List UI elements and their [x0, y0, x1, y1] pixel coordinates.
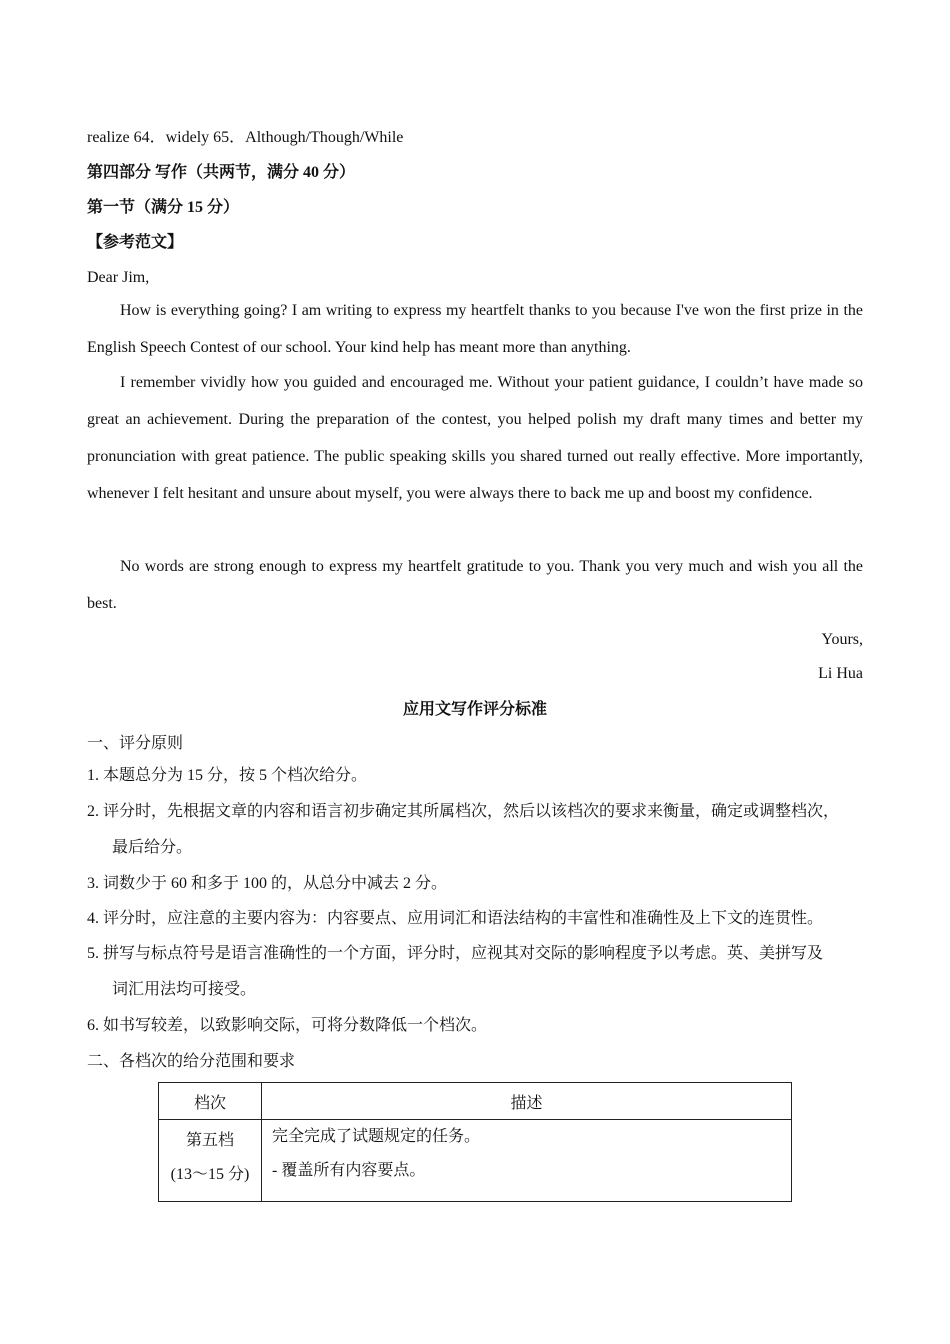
principle-text: 4. 评分时，应注意的主要内容为：内容要点、应用词汇和语法结构的丰富性和准确性及上下文的连贯性。: [87, 910, 824, 927]
letter-paragraph-2: I remember vividly how you guided and encouraged me. Without your patient guidance, I couldn’t have made so great an achievement. During the preparation of the contest, you helped polish my draft many times and better my pronunciation with great patience. The public speaking skills you shared turned out really effective. More importantly, whenever I felt hesitant and unsure about myself, you were always there to back me up and boost my confidence.: [87, 374, 863, 502]
table-header-level: 档次: [159, 1083, 262, 1120]
level-range: (13～15 分): [170, 1166, 250, 1183]
principle-item: [87, 936, 877, 1008]
principles-heading: 一、评分原则: [87, 735, 184, 752]
model-essay-label: 【参考范文】: [87, 234, 184, 251]
principle-text: 1. 本题总分为 15 分，按 5 个档次给分。: [87, 767, 368, 784]
principle-item: [87, 866, 877, 902]
principle-text: 3. 词数少于 60 和多于 100 的，从总分中减去 2 分。: [87, 875, 448, 892]
grading-table: [158, 1082, 792, 1202]
level-cell: [159, 1120, 262, 1202]
letter-paragraph-3: No words are strong enough to express my heartfelt gratitude to you. Thank you very much and wish you all the best.: [87, 558, 863, 612]
table-header-description: 描述: [262, 1083, 792, 1120]
letter-signature: Li Hua: [818, 665, 863, 682]
principle-continuation: 最后给分。: [112, 839, 193, 856]
principle-text: 6. 如书写较差，以致影响交际，可将分数降低一个档次。: [87, 1017, 488, 1034]
answers-line: realize 64．widely 65．Although/Though/While: [87, 129, 404, 146]
levels-heading: 二、各档次的给分范围和要求: [87, 1053, 296, 1070]
principle-item: [87, 901, 877, 937]
section-title: 第四部分 写作（共两节，满分 40 分）: [87, 164, 356, 181]
letter-closing: Yours,: [821, 631, 863, 648]
principle-item: [87, 758, 877, 794]
table-header-row: [159, 1083, 792, 1120]
principle-item: [87, 794, 877, 866]
description-cell: [262, 1120, 792, 1202]
level-name: 第五档: [185, 1132, 234, 1149]
letter-greeting: Dear Jim,: [87, 269, 150, 286]
description-line: - 覆盖所有内容要点。: [272, 1162, 426, 1179]
principle-text: 5. 拼写与标点符号是语言准确性的一个方面，评分时，应视其对交际的影响程度予以考虑。英、美拼写及: [87, 945, 824, 962]
principle-item: [87, 1008, 877, 1044]
description-line: 完全完成了试题规定的任务。: [272, 1128, 481, 1145]
table-row: [159, 1120, 792, 1202]
subsection-title: 第一节（满分 15 分）: [87, 199, 240, 216]
principle-text: 2. 评分时，先根据文章的内容和语言初步确定其所属档次，然后以该档次的要求来衡量，确定或调整档次，: [87, 803, 840, 820]
principle-continuation: 词汇用法均可接受。: [112, 981, 257, 998]
letter-paragraph-1: How is everything going? I am writing to express my heartfelt thanks to you because I've won the first prize in the English Speech Contest of our school. Your kind help has meant more than anything.: [87, 302, 863, 356]
rubric-title: 应用文写作评分标准: [402, 701, 547, 718]
